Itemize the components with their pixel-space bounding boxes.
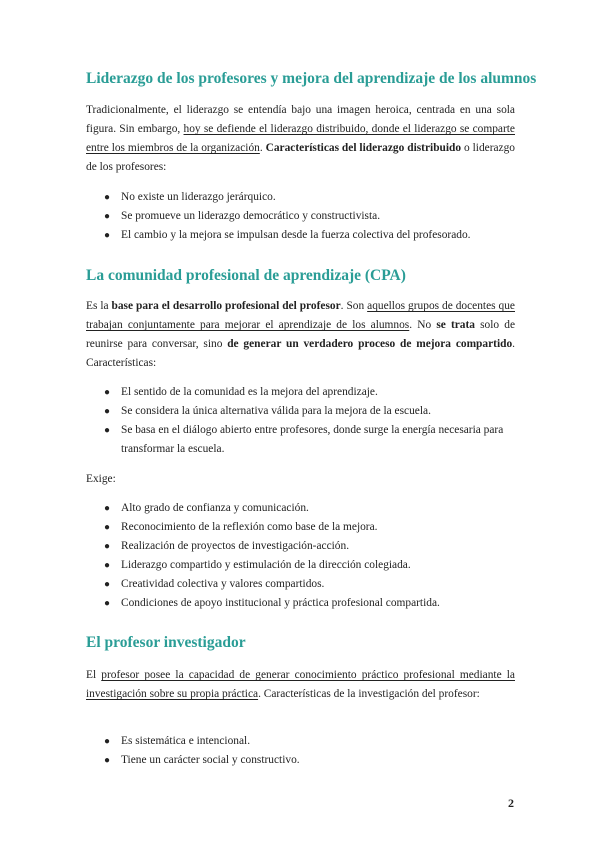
list-item: ● El sentido de la comunidad es la mejora del aprendizaje.: [104, 386, 378, 398]
list-item: ● Se basa en el diálogo abierto entre profesores, donde surge la energía necesaria para transformar la escuela.: [104, 424, 504, 455]
list-item: ● Se considera la única alternativa válida para la mejora de la escuela.: [104, 405, 431, 417]
list-item: ● Liderazgo compartido y estimulación de la dirección colegiada.: [104, 559, 411, 571]
list-exige: [104, 499, 515, 613]
list-liderazgo: [104, 188, 515, 245]
list-item: ● Creatividad colectiva y valores compartidos.: [104, 578, 325, 590]
exige-label: Exige:: [86, 473, 116, 485]
page-number: 2: [508, 796, 514, 810]
section-heading-liderazgo: Liderazgo de los profesores y mejora del aprendizaje de los alumnos: [86, 70, 537, 87]
list-item: ● El cambio y la mejora se impulsan desde la fuerza colectiva del profesorado.: [104, 229, 471, 241]
list-profesor-investigador: [104, 732, 515, 770]
list-item: ● Tiene un carácter social y constructivo.: [104, 754, 300, 766]
list-item: ● Condiciones de apoyo institucional y práctica profesional compartida.: [104, 597, 440, 609]
list-item: ● Realización de proyectos de investigación-acción.: [104, 540, 350, 552]
section-heading-cpa: La comunidad profesional de aprendizaje (CPA): [86, 267, 406, 284]
list-item: ● Se promueve un liderazgo democrático y constructivista.: [104, 210, 381, 222]
list-cpa: [104, 383, 515, 459]
paragraph-cpa: Es la base para el desarrollo profesional del profesor. Son aquellos grupos de docentes que trabajan conjuntamente para mejorar el aprendizaje de los alumnos. No se trata solo de reunirse para conversar, sino de generar un verdadero proceso de mejora compartido. Características:: [86, 300, 516, 369]
paragraph-profesor-investigador: El profesor posee la capacidad de generar conocimiento práctico profesional mediante la investigación sobre su propia práctica. Características de la investigación del profesor:: [86, 669, 515, 700]
list-item: ● Alto grado de confianza y comunicación.: [104, 502, 309, 514]
list-item: ● No existe un liderazgo jerárquico.: [104, 191, 276, 203]
list-item: ● Reconocimiento de la reflexión como base de la mejora.: [104, 521, 378, 533]
section-heading-profesor-investigador: El profesor investigador: [86, 634, 246, 651]
paragraph-liderazgo: Tradicionalmente, el liderazgo se entendía bajo una imagen heroica, centrada en una sola figura. Sin embargo, hoy se defiende el liderazgo distribuido, donde el liderazgo se comparte entre los miembros de la organización. Características del liderazgo distribuido o liderazgo de los profesores:: [86, 104, 515, 173]
list-item: ● Es sistemática e intencional.: [104, 735, 251, 747]
